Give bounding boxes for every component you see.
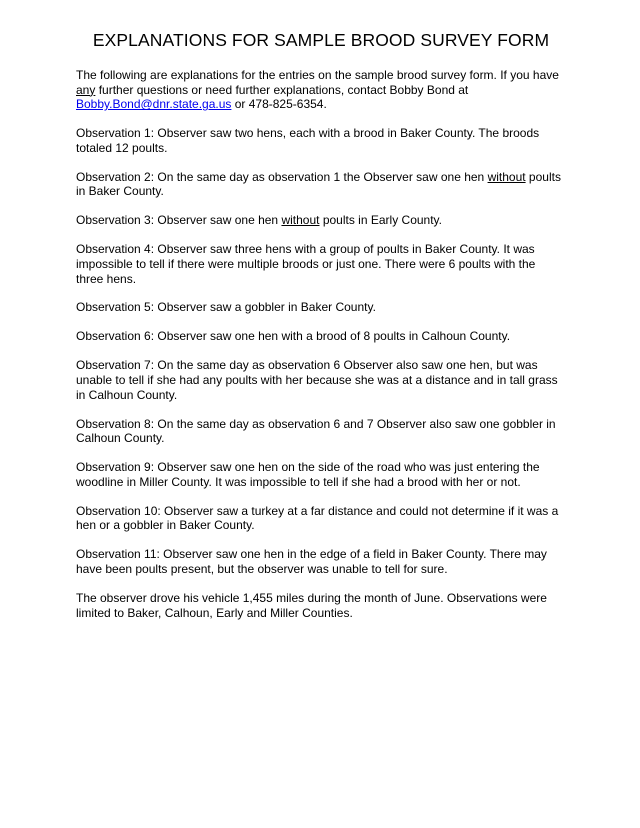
- observation-3-text-b: poults in Early County.: [319, 213, 442, 228]
- intro-underlined-any: any: [76, 82, 96, 97]
- summary-paragraph: The observer drove his vehicle 1,455 miles during the month of June. Observations were limited to Baker, Calhoun, Early and Miller Counties.: [76, 590, 547, 620]
- observation-2: [76, 170, 566, 199]
- observation-9: Observation 9: Observer saw one hen on the side of the road who was just entering the woodline in Miller County. It was impossible to tell if she had a brood with her or not.: [76, 460, 540, 489]
- intro-text-a: The following are explanations for the entries on the sample brood survey form. If you have: [76, 68, 559, 82]
- observation-2-text-a: Observation 2: On the same day as observation 1 the Observer saw one hen: [76, 169, 488, 184]
- contact-email-link[interactable]: Bobby.Bond@dnr.state.ga.us: [76, 97, 232, 112]
- page-title: EXPLANATIONS FOR SAMPLE BROOD SURVEY FORM: [92, 30, 550, 50]
- observation-7: Observation 7: On the same day as observation 6 Observer also saw one hen, but was unable to tell if she had any poults with her because she was at a distance and in tall grass in Calhoun County.: [76, 358, 558, 402]
- observation-4: Observation 4: Observer saw three hens with a group of poults in Baker County. It was impossible to tell if there were multiple broods or just one. There were 6 poults with the three hens.: [76, 242, 536, 286]
- observation-6: Observation 6: Observer saw one hen with a brood of 8 poults in Calhoun County.: [76, 329, 511, 344]
- observation-3-underlined: without: [281, 213, 320, 228]
- intro-text-b: further questions or need further explanations, contact Bobby Bond at: [95, 82, 469, 97]
- observation-11: Observation 11: Observer saw one hen in the edge of a field in Baker County. There may have been poults present, but the observer was unable to tell for sure.: [76, 547, 547, 576]
- observation-3: [76, 213, 566, 228]
- intro-paragraph: [76, 68, 566, 112]
- observation-5: Observation 5: Observer saw a gobbler in Baker County.: [76, 300, 376, 315]
- observation-3-text-a: Observation 3: Observer saw one hen: [76, 213, 282, 228]
- intro-text-c: or 478-825-6354.: [231, 97, 327, 112]
- observation-2-underlined: without: [487, 169, 526, 184]
- observation-1: Observation 1: Observer saw two hens, each with a brood in Baker County. The broods totaled 12 poults.: [76, 126, 540, 155]
- observation-8: Observation 8: On the same day as observation 6 and 7 Observer also saw one gobbler in Calhoun County.: [76, 416, 556, 446]
- document-page: [76, 30, 566, 635]
- observation-10: Observation 10: Observer saw a turkey at a far distance and could not determine if it was a hen or a gobbler in Baker County.: [76, 503, 559, 533]
- observation-2-text-b: poults in Baker County.: [76, 169, 561, 199]
